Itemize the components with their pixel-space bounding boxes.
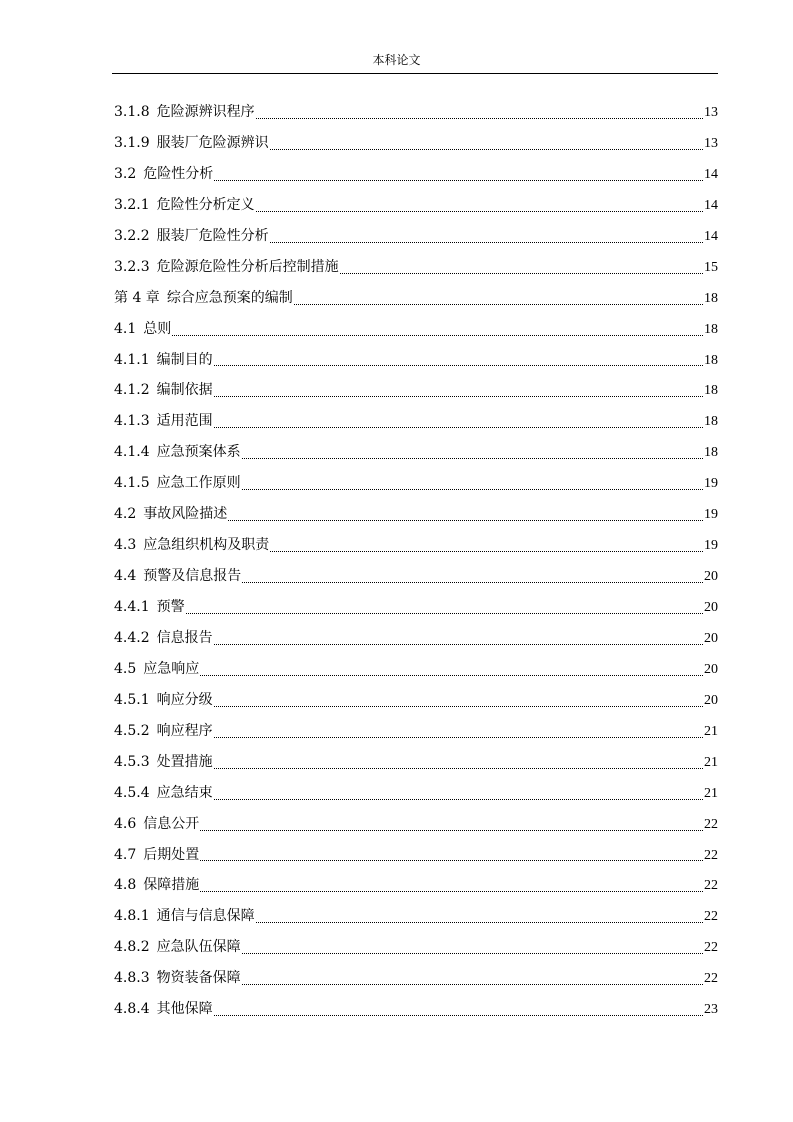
toc-entry-title: 保障措施 bbox=[143, 877, 200, 894]
toc-entry-number: 3.2 bbox=[114, 165, 137, 182]
toc-entry-page: 20 bbox=[704, 600, 718, 615]
toc-entry-page: 18 bbox=[704, 290, 718, 306]
toc-entry-title: 服装厂危险性分析 bbox=[156, 227, 269, 244]
toc-entry-page: 13 bbox=[704, 105, 718, 120]
toc-dot-leader bbox=[186, 592, 703, 623]
toc-entry[interactable] bbox=[114, 840, 718, 871]
toc-entry-title: 后期处置 bbox=[143, 846, 200, 863]
toc-entry[interactable] bbox=[114, 499, 718, 530]
toc-entry[interactable] bbox=[114, 221, 718, 252]
toc-dot-leader bbox=[200, 654, 703, 685]
toc-dot-leader bbox=[340, 252, 703, 283]
toc-entry-page: 19 bbox=[704, 538, 718, 554]
toc-entry-number: 4.1 bbox=[114, 320, 137, 337]
toc-entry-page: 20 bbox=[704, 630, 718, 646]
toc-entry-number: 4.8.3 bbox=[114, 970, 150, 987]
toc-entry[interactable] bbox=[114, 252, 718, 283]
toc-dot-leader bbox=[214, 716, 703, 747]
toc-entry-title: 适用范围 bbox=[156, 413, 213, 430]
toc-entry-title: 服装厂危险源辨识 bbox=[156, 134, 269, 151]
toc-entry-title: 响应程序 bbox=[156, 722, 213, 739]
toc-entry-page: 18 bbox=[704, 321, 718, 337]
toc-entry-title: 事故风险描述 bbox=[143, 506, 228, 523]
toc-entry-title: 综合应急预案的编制 bbox=[166, 289, 293, 306]
toc-entry[interactable] bbox=[114, 870, 718, 901]
toc-dot-leader bbox=[214, 159, 703, 190]
toc-entry-page: 19 bbox=[704, 507, 718, 523]
toc-dot-leader bbox=[256, 901, 703, 932]
toc-entry-number: 4.1.5 bbox=[114, 475, 150, 492]
toc-entry-number: 3.1.8 bbox=[114, 104, 150, 120]
toc-entry-title: 应急响应 bbox=[143, 660, 200, 677]
toc-dot-leader bbox=[256, 97, 703, 128]
toc-entry-number: 4.8.2 bbox=[114, 939, 150, 956]
toc-entry-title: 应急队伍保障 bbox=[156, 939, 241, 956]
toc-entry-number: 3.2.2 bbox=[114, 227, 150, 244]
toc-entry-number: 3.2.3 bbox=[114, 258, 150, 275]
toc-entry[interactable] bbox=[114, 468, 718, 499]
toc-entry-number: 4.6 bbox=[114, 815, 137, 832]
toc-entry-title: 处置措施 bbox=[156, 753, 213, 770]
toc-entry-title: 编制依据 bbox=[156, 382, 213, 399]
toc-entry-number: 4.8.4 bbox=[114, 1001, 150, 1018]
toc-entry-title: 编制目的 bbox=[156, 351, 213, 368]
toc-entry-title: 危险源危险性分析后控制措施 bbox=[156, 258, 339, 275]
toc-entry-page: 14 bbox=[704, 166, 718, 182]
toc-entry-title: 应急组织机构及职责 bbox=[143, 537, 270, 554]
toc-entry[interactable] bbox=[114, 932, 718, 963]
toc-entry-title: 信息报告 bbox=[156, 629, 213, 646]
toc-entry-number: 4.3 bbox=[114, 537, 137, 554]
toc-entry[interactable] bbox=[114, 716, 718, 747]
toc-entry-title: 预警及信息报告 bbox=[143, 568, 242, 585]
toc-entry[interactable] bbox=[114, 345, 718, 376]
toc-dot-leader bbox=[228, 499, 703, 530]
toc-entry-number: 4.8 bbox=[114, 877, 137, 894]
toc-dot-leader bbox=[200, 809, 703, 840]
toc-dot-leader bbox=[294, 283, 703, 314]
toc-entry-page: 20 bbox=[704, 569, 718, 585]
toc-dot-leader bbox=[270, 128, 703, 159]
toc-entry-page: 19 bbox=[704, 476, 718, 492]
toc-entry[interactable] bbox=[114, 963, 718, 994]
toc-entry[interactable] bbox=[114, 994, 718, 1025]
toc-entry[interactable] bbox=[114, 375, 718, 406]
toc-dot-leader bbox=[214, 747, 703, 778]
toc-entry[interactable] bbox=[114, 809, 718, 840]
toc-entry[interactable] bbox=[114, 778, 718, 809]
toc-entry-page: 20 bbox=[704, 692, 718, 708]
toc-entry-number: 4.1.4 bbox=[114, 444, 150, 461]
toc-entry[interactable] bbox=[114, 530, 718, 561]
toc-entry-number: 第 4 章 bbox=[114, 289, 160, 306]
toc-entry[interactable] bbox=[114, 283, 718, 314]
toc-entry-title: 通信与信息保障 bbox=[156, 908, 255, 925]
toc-entry-page: 22 bbox=[704, 940, 718, 956]
toc-entry-number: 3.2.1 bbox=[114, 196, 150, 213]
toc-entry[interactable] bbox=[114, 561, 718, 592]
toc-entry[interactable] bbox=[114, 128, 718, 159]
toc-entry-page: 22 bbox=[704, 878, 718, 894]
toc-entry-page: 20 bbox=[704, 661, 718, 677]
toc-entry-number: 4.7 bbox=[114, 846, 137, 863]
toc-entry[interactable] bbox=[114, 592, 718, 623]
toc-dot-leader bbox=[270, 221, 703, 252]
toc-entry[interactable] bbox=[114, 685, 718, 716]
toc-entry-page: 18 bbox=[704, 383, 718, 399]
toc-entry-page: 22 bbox=[704, 847, 718, 863]
toc-entry-page: 22 bbox=[704, 971, 718, 987]
toc-entry-number: 4.4.1 bbox=[114, 599, 150, 615]
toc-entry-page: 22 bbox=[704, 909, 718, 925]
toc-dot-leader bbox=[200, 840, 703, 871]
toc-entry-number: 4.5 bbox=[114, 660, 137, 677]
toc-entry-number: 4.8.1 bbox=[114, 908, 150, 925]
toc-dot-leader bbox=[214, 406, 703, 437]
toc-entry-page: 21 bbox=[704, 754, 718, 770]
toc-entry-number: 4.1.2 bbox=[114, 382, 150, 399]
toc-entry-title: 应急结束 bbox=[156, 784, 213, 801]
toc-entry[interactable] bbox=[114, 406, 718, 437]
toc-entry-title: 信息公开 bbox=[143, 815, 200, 832]
toc-entry-title: 物资装备保障 bbox=[156, 970, 241, 987]
toc-entry-page: 23 bbox=[704, 1002, 718, 1018]
toc-entry[interactable] bbox=[114, 747, 718, 778]
toc-dot-leader bbox=[242, 561, 703, 592]
toc-entry-number: 4.2 bbox=[114, 506, 137, 523]
toc-dot-leader bbox=[214, 623, 703, 654]
toc-entry-title: 其他保障 bbox=[156, 1001, 213, 1018]
toc-entry-title: 危险性分析 bbox=[143, 165, 214, 182]
toc-entry-title: 应急预案体系 bbox=[156, 444, 241, 461]
toc-entry[interactable] bbox=[114, 190, 718, 221]
toc-dot-leader bbox=[242, 932, 703, 963]
toc-dot-leader bbox=[214, 375, 703, 406]
toc-entry-page: 22 bbox=[704, 816, 718, 832]
page-header: 本科论文 bbox=[372, 53, 421, 67]
toc-entry-number: 3.1.9 bbox=[114, 134, 150, 151]
toc-entry-title: 响应分级 bbox=[156, 691, 213, 708]
toc-entry-number: 4.4.2 bbox=[114, 629, 150, 646]
toc-entry-page: 21 bbox=[704, 785, 718, 801]
toc-entry-page: 14 bbox=[704, 228, 718, 244]
toc-entry-number: 4.5.4 bbox=[114, 784, 150, 801]
toc-dot-leader bbox=[214, 685, 703, 716]
toc-entry-title: 应急工作原则 bbox=[156, 475, 241, 492]
toc-dot-leader bbox=[172, 314, 703, 345]
toc-dot-leader bbox=[242, 468, 703, 499]
toc-entry-page: 15 bbox=[704, 259, 718, 275]
toc-entry-title: 预警 bbox=[156, 599, 185, 615]
toc-entry-number: 4.5.3 bbox=[114, 753, 150, 770]
toc-dot-leader bbox=[214, 778, 703, 809]
toc-dot-leader bbox=[200, 870, 703, 901]
toc-entry-page: 18 bbox=[704, 414, 718, 430]
toc-entry-title: 危险源辨识程序 bbox=[156, 104, 255, 120]
table-of-contents bbox=[114, 97, 718, 1025]
toc-entry[interactable] bbox=[114, 654, 718, 685]
toc-entry-page: 13 bbox=[704, 135, 718, 151]
toc-dot-leader bbox=[242, 437, 703, 468]
toc-entry-title: 总则 bbox=[143, 320, 172, 337]
header-rule bbox=[112, 73, 718, 74]
toc-entry-page: 18 bbox=[704, 445, 718, 461]
toc-entry-number: 4.1.1 bbox=[114, 351, 150, 368]
toc-entry-title: 危险性分析定义 bbox=[156, 196, 255, 213]
toc-entry[interactable] bbox=[114, 314, 718, 345]
toc-entry-page: 14 bbox=[704, 197, 718, 213]
toc-dot-leader bbox=[214, 994, 703, 1025]
toc-dot-leader bbox=[242, 963, 703, 994]
toc-entry-number: 4.5.2 bbox=[114, 722, 150, 739]
toc-entry-page: 21 bbox=[704, 723, 718, 739]
toc-dot-leader bbox=[256, 190, 703, 221]
toc-dot-leader bbox=[214, 345, 703, 376]
toc-entry-page: 18 bbox=[704, 352, 718, 368]
toc-entry[interactable] bbox=[114, 159, 718, 190]
toc-entry-number: 4.5.1 bbox=[114, 691, 150, 708]
toc-entry[interactable] bbox=[114, 623, 718, 654]
toc-entry-number: 4.4 bbox=[114, 568, 137, 585]
toc-entry[interactable] bbox=[114, 437, 718, 468]
toc-entry[interactable] bbox=[114, 901, 718, 932]
toc-dot-leader bbox=[270, 530, 703, 561]
toc-entry-number: 4.1.3 bbox=[114, 413, 150, 430]
toc-entry[interactable] bbox=[114, 97, 718, 128]
